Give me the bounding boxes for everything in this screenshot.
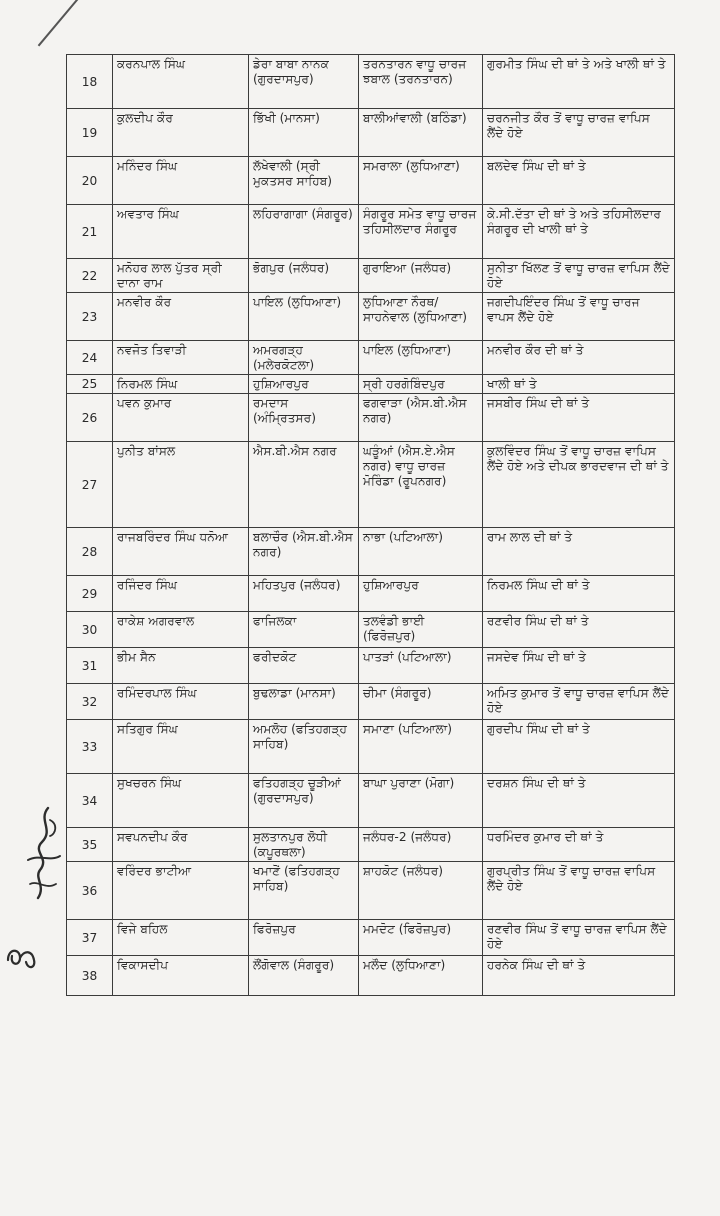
officer-name-cell — [113, 55, 249, 109]
serial-number: 35 — [81, 837, 98, 852]
officer-name: ਵਿਕਾਸਦੀਪ — [117, 958, 169, 972]
remarks-cell — [483, 375, 675, 394]
from-station-cell — [249, 920, 359, 956]
serial-number-cell — [67, 684, 113, 720]
from-station-cell — [249, 828, 359, 862]
to-station: ਗੁਰਾਇਆ (ਜਲੰਧਰ) — [363, 261, 452, 275]
remarks-cell — [483, 528, 675, 576]
remarks-cell — [483, 341, 675, 375]
officer-name-cell — [113, 442, 249, 528]
officer-name: ਮਨਿੰਦਰ ਸਿੰਘ — [117, 159, 178, 173]
from-station: ਭੋਗਪੁਰ (ਜਲੰਧਰ) — [253, 261, 330, 275]
from-station: ਫਰੀਦਕੋਟ — [253, 650, 297, 664]
table-row — [67, 259, 675, 293]
officer-name: ਸਵਪਨਦੀਪ ਕੌਰ — [117, 830, 188, 844]
to-station: ਪਾਤੜਾਂ (ਪਟਿਆਲਾ) — [363, 650, 452, 664]
to-station: ਲੁਧਿਆਣਾ ਨੌਰਥ/ ਸਾਹਨੇਵਾਲ (ਲੁਧਿਆਣਾ) — [363, 295, 467, 324]
serial-number: 20 — [81, 173, 98, 188]
table-row — [67, 109, 675, 157]
officer-name-cell — [113, 394, 249, 442]
serial-number: 26 — [81, 410, 98, 425]
remarks-cell — [483, 576, 675, 612]
officer-name: ਮਨੋਹਰ ਲਾਲ ਪੁੱਤਰ ਸ੍ਰੀ ਦਾਨਾ ਰਾਮ — [117, 261, 222, 290]
officer-name-cell — [113, 109, 249, 157]
to-station-cell — [359, 612, 483, 648]
officer-name: ਰਮਿੰਦਰਪਾਲ ਸਿੰਘ — [117, 686, 197, 700]
from-station-cell — [249, 293, 359, 341]
table-row — [67, 576, 675, 612]
serial-number: 18 — [81, 74, 98, 89]
officer-name: ਅਵਤਾਰ ਸਿੰਘ — [117, 207, 179, 221]
table-row — [67, 528, 675, 576]
officer-name: ਭੀਮ ਸੈਨ — [117, 650, 156, 664]
serial-number-cell — [67, 920, 113, 956]
serial-number-cell — [67, 109, 113, 157]
to-station: ਸ਼ਾਹਕੋਟ (ਜਲੰਧਰ) — [363, 864, 444, 878]
to-station-cell — [359, 375, 483, 394]
remarks: ਦਰਸ਼ਨ ਸਿੰਘ ਦੀ ਥਾਂ ਤੇ — [487, 776, 586, 790]
from-station-cell — [249, 684, 359, 720]
from-station: ਪਾਇਲ (ਲੁਧਿਆਣਾ) — [253, 295, 342, 309]
to-station: ਨਾਭਾ (ਪਟਿਆਲਾ) — [363, 530, 444, 544]
to-station-cell — [359, 528, 483, 576]
table-row — [67, 394, 675, 442]
remarks-cell — [483, 205, 675, 259]
to-station-cell — [359, 259, 483, 293]
table-row — [67, 920, 675, 956]
table-row — [67, 648, 675, 684]
remarks-cell — [483, 612, 675, 648]
from-station-cell — [249, 375, 359, 394]
from-station: ਅਮਲੋਹ (ਫਤਿਹਗੜ੍ਹ ਸਾਹਿਬ) — [253, 722, 347, 751]
officer-name: ਮਨਵੀਰ ਕੌਰ — [117, 295, 172, 309]
remarks: ਨਿਰਮਲ ਸਿੰਘ ਦੀ ਥਾਂ ਤੇ — [487, 578, 590, 592]
remarks: ਬਲਦੇਵ ਸਿੰਘ ਦੀ ਥਾਂ ਤੇ — [487, 159, 586, 173]
serial-number-cell — [67, 612, 113, 648]
from-station-cell — [249, 862, 359, 920]
serial-number: 32 — [81, 694, 98, 709]
to-station: ਜਲੰਧਰ-2 (ਜਲੰਧਰ) — [363, 830, 452, 844]
to-station-cell — [359, 828, 483, 862]
remarks-cell — [483, 684, 675, 720]
remarks: ਮਨਵੀਰ ਕੌਰ ਦੀ ਥਾਂ ਤੇ — [487, 343, 584, 357]
remarks: ਕੁਲਵਿੰਦਰ ਸਿੰਘ ਤੋਂ ਵਾਧੂ ਚਾਰਜ਼ ਵਾਪਿਸ ਲੈਂਦੇ ਹੋਏ ਅਤੇ ਦੀਪਕ ਭਾਰਦਵਾਜ ਦੀ ਥਾਂ ਤੇ — [487, 444, 669, 473]
officer-name-cell — [113, 648, 249, 684]
from-station-cell — [249, 55, 359, 109]
to-station: ਤਲਵੰਡੀ ਭਾਈ (ਫਿਰੋਜ਼ਪੁਰ) — [363, 614, 425, 643]
to-station: ਮਮਦੋਟ (ਫਿਰੋਜ਼ਪੁਰ) — [363, 922, 452, 936]
table-row — [67, 720, 675, 774]
officer-name-cell — [113, 720, 249, 774]
from-station: ਫਿਰੋਜ਼ਪੁਰ — [253, 922, 296, 936]
from-station-cell — [249, 612, 359, 648]
officer-name-cell — [113, 576, 249, 612]
corner-fold-line — [38, 0, 86, 46]
to-station-cell — [359, 293, 483, 341]
remarks-cell — [483, 109, 675, 157]
remarks: ਜਗਦੀਪਇੰਦਰ ਸਿੰਘ ਤੋਂ ਵਾਧੂ ਚਾਰਜ ਵਾਪਸ ਲੈਂਦੇ ਹੋਏ — [487, 295, 640, 324]
officer-name: ਕਰਨਪਾਲ ਸਿੰਘ — [117, 57, 186, 71]
serial-number-cell — [67, 341, 113, 375]
to-station-cell — [359, 648, 483, 684]
serial-number-cell — [67, 375, 113, 394]
serial-number-cell — [67, 576, 113, 612]
from-station: ਡੇਰਾ ਬਾਬਾ ਨਾਨਕ (ਗੁਰਦਾਸਪੁਰ) — [253, 57, 329, 86]
from-station: ਭਿੱਖੀ (ਮਾਨਸਾ) — [253, 111, 320, 125]
from-station: ਲੱਖੇਵਾਲੀ (ਸ੍ਰੀ ਮੁਕਤਸਰ ਸਾਹਿਬ) — [253, 159, 333, 188]
table-row — [67, 375, 675, 394]
officer-name-cell — [113, 341, 249, 375]
from-station: ਬੁਢਲਾਡਾ (ਮਾਨਸਾ) — [253, 686, 336, 700]
from-station-cell — [249, 157, 359, 205]
serial-number-cell — [67, 394, 113, 442]
remarks-cell — [483, 293, 675, 341]
serial-number: 25 — [81, 377, 98, 391]
to-station: ਮਲੌਦ (ਲੁਧਿਆਣਾ) — [363, 958, 446, 972]
serial-number: 30 — [81, 622, 98, 637]
serial-number: 22 — [81, 268, 98, 283]
to-station-cell — [359, 684, 483, 720]
to-station: ਬਾਘਾ ਪੁਰਾਣਾ (ਮੋਗਾ) — [363, 776, 455, 790]
remarks-cell — [483, 442, 675, 528]
remarks-cell — [483, 920, 675, 956]
serial-number: 38 — [81, 968, 98, 983]
officer-name: ਕੁਲਦੀਪ ਕੌਰ — [117, 111, 173, 125]
serial-number: 21 — [81, 224, 98, 239]
to-station: ਹੁਸ਼ਿਆਰਪੁਰ — [363, 578, 419, 592]
from-station: ਖਮਾਣੋਂ (ਫਤਿਹਗੜ੍ਹ ਸਾਹਿਬ) — [253, 864, 340, 893]
officer-name-cell — [113, 684, 249, 720]
from-station-cell — [249, 720, 359, 774]
to-station-cell — [359, 774, 483, 828]
to-station-cell — [359, 720, 483, 774]
to-station-cell — [359, 55, 483, 109]
from-station-cell — [249, 341, 359, 375]
remarks-cell — [483, 259, 675, 293]
to-station-cell — [359, 956, 483, 996]
remarks-cell — [483, 720, 675, 774]
from-station: ਲਹਿਰਾਗਾਗਾ (ਸੰਗਰੂਰ) — [253, 207, 353, 221]
table-row — [67, 293, 675, 341]
serial-number: 27 — [81, 477, 98, 492]
remarks-cell — [483, 774, 675, 828]
from-station-cell — [249, 259, 359, 293]
remarks-cell — [483, 55, 675, 109]
remarks: ਧਰਮਿੰਦਰ ਕੁਮਾਰ ਦੀ ਥਾਂ ਤੇ — [487, 830, 604, 844]
officer-name-cell — [113, 920, 249, 956]
table-row — [67, 612, 675, 648]
table-row — [67, 684, 675, 720]
remarks: ਗੁਰਦੀਪ ਸਿੰਘ ਦੀ ਥਾਂ ਤੇ — [487, 722, 590, 736]
remarks-cell — [483, 157, 675, 205]
from-station-cell — [249, 648, 359, 684]
officer-name: ਰਾਜਬਰਿੰਦਰ ਸਿੰਘ ਧਨੋਆ — [117, 530, 229, 544]
officer-name-cell — [113, 828, 249, 862]
officer-name-cell — [113, 205, 249, 259]
remarks: ਗੁਰਮੀਤ ਸਿੰਘ ਦੀ ਥਾਂ ਤੇ ਅਤੇ ਖਾਲੀ ਥਾਂ ਤੇ — [487, 57, 666, 71]
table-row — [67, 157, 675, 205]
officer-name: ਸਤਿਗੁਰ ਸਿੰਘ — [117, 722, 178, 736]
serial-number-cell — [67, 293, 113, 341]
transfer-table — [66, 54, 675, 996]
officer-name-cell — [113, 774, 249, 828]
table-row — [67, 341, 675, 375]
officer-name-cell — [113, 375, 249, 394]
to-station: ਫਗਵਾੜਾ (ਐਸ.ਬੀ.ਐਸ ਨਗਰ) — [363, 396, 467, 425]
serial-number: 28 — [81, 544, 98, 559]
remarks: ਖਾਲੀ ਥਾਂ ਤੇ — [487, 377, 537, 391]
officer-name: ਪਵਨ ਕੁਮਾਰ — [117, 396, 172, 410]
from-station: ਐਸ.ਬੀ.ਐਸ ਨਗਰ — [253, 444, 337, 458]
from-station-cell — [249, 394, 359, 442]
to-station: ਸਮਰਾਲਾ (ਲੁਧਿਆਣਾ) — [363, 159, 460, 173]
from-station: ਮਹਿਤਪੁਰ (ਜਲੰਧਰ) — [253, 578, 341, 592]
serial-number: 19 — [81, 125, 98, 140]
from-station: ਲੌਂਗੋਵਾਲ (ਸੰਗਰੂਰ) — [253, 958, 335, 972]
from-station: ਹੁਸ਼ਿਆਰਪੁਰ — [253, 377, 309, 391]
serial-number: 33 — [81, 739, 98, 754]
from-station: ਫਤਿਹਗੜ੍ਹ ਚੂੜੀਆਂ (ਗੁਰਦਾਸਪੁਰ) — [253, 776, 342, 805]
from-station: ਬਲਾਚੌਰ (ਐਸ.ਬੀ.ਐਸ ਨਗਰ) — [253, 530, 353, 559]
from-station-cell — [249, 205, 359, 259]
to-station: ਸੰਗਰੂਰ ਸਮੇਤ ਵਾਧੂ ਚਾਰਜ ਤਹਿਸੀਲਦਾਰ ਸੰਗਰੂਰ — [363, 207, 477, 236]
table-row — [67, 774, 675, 828]
table-row — [67, 55, 675, 109]
serial-number-cell — [67, 956, 113, 996]
to-station: ਚੀਮਾ (ਸੰਗਰੂਰ) — [363, 686, 432, 700]
remarks: ਸੁਨੀਤਾ ਖਿੱਲਣ ਤੋਂ ਵਾਧੂ ਚਾਰਜ਼ ਵਾਪਿਸ ਲੈਂਦੇ ਹੋਏ — [487, 261, 670, 290]
officer-name-cell — [113, 612, 249, 648]
to-station: ਪਾਇਲ (ਲੁਧਿਆਣਾ) — [363, 343, 452, 357]
from-station-cell — [249, 442, 359, 528]
officer-name-cell — [113, 956, 249, 996]
remarks: ਰਾਮ ਲਾਲ ਦੀ ਥਾਂ ਤੇ — [487, 530, 573, 544]
remarks: ਜਸਦੇਵ ਸਿੰਘ ਦੀ ਥਾਂ ਤੇ — [487, 650, 587, 664]
remarks: ਗੁਰਪ੍ਰੀਤ ਸਿੰਘ ਤੋਂ ਵਾਧੂ ਚਾਰਜ਼ ਵਾਪਿਸ ਲੈਂਦੇ ਹੋਏ — [487, 864, 656, 893]
remarks: ਚਰਨਜੀਤ ਕੌਰ ਤੋਂ ਵਾਧੂ ਚਾਰਜ਼ ਵਾਪਿਸ ਲੈਂਦੇ ਹੋਏ — [487, 111, 650, 140]
handwritten-signature-icon — [20, 800, 68, 910]
to-station-cell — [359, 862, 483, 920]
from-station: ਅਮਰਗੜ੍ਹ (ਮਲੇਰਕੋਟਲਾ) — [253, 343, 315, 372]
to-station-cell — [359, 920, 483, 956]
remarks-cell — [483, 394, 675, 442]
serial-number-cell — [67, 774, 113, 828]
serial-number-cell — [67, 862, 113, 920]
to-station: ਸ੍ਰੀ ਹਰਗੋਬਿੰਦਪੁਰ — [363, 377, 445, 391]
to-station-cell — [359, 394, 483, 442]
officer-name: ਪੁਨੀਤ ਬਾਂਸਲ — [117, 444, 176, 458]
officer-name: ਨਵਜੋਤ ਤਿਵਾੜੀ — [117, 343, 187, 357]
officer-name-cell — [113, 293, 249, 341]
serial-number-cell — [67, 720, 113, 774]
remarks: ਕੇ.ਸੀ.ਦੱਤਾ ਦੀ ਥਾਂ ਤੇ ਅਤੇ ਤਹਿਸੀਲਦਾਰ ਸੰਗਰੂਰ ਦੀ ਖਾਲੀ ਥਾਂ ਤੇ — [487, 207, 661, 236]
officer-name: ਸੁਖਚਰਨ ਸਿੰਘ — [117, 776, 182, 790]
table-row — [67, 956, 675, 996]
from-station-cell — [249, 528, 359, 576]
to-station: ਬਾਲੀਆਂਵਾਲੀ (ਬਠਿੰਡਾ) — [363, 111, 467, 125]
serial-number: 23 — [81, 309, 98, 324]
serial-number-cell — [67, 157, 113, 205]
from-station: ਫਾਜਿਲਕਾ — [253, 614, 297, 628]
officer-name: ਵਰਿੰਦਰ ਭਾਟੀਆ — [117, 864, 192, 878]
serial-number: 31 — [81, 658, 98, 673]
officer-name: ਨਿਰਮਲ ਸਿੰਘ — [117, 377, 178, 391]
officer-name-cell — [113, 528, 249, 576]
serial-number: 34 — [81, 793, 98, 808]
to-station-cell — [359, 109, 483, 157]
serial-number-cell — [67, 442, 113, 528]
to-station-cell — [359, 157, 483, 205]
officer-name: ਰਜਿੰਦਰ ਸਿੰਘ — [117, 578, 178, 592]
remarks-cell — [483, 956, 675, 996]
to-station: ਤਰਨਤਾਰਨ ਵਾਧੂ ਚਾਰਜ ਝਬਾਲ (ਤਰਨਤਾਰਨ) — [363, 57, 467, 86]
officer-name: ਵਿਜੇ ਬਹਿਲ — [117, 922, 168, 936]
officer-name: ਰਾਕੇਸ਼ ਅਗਰਵਾਲ — [117, 614, 195, 628]
officer-name-cell — [113, 862, 249, 920]
table-row — [67, 862, 675, 920]
serial-number-cell — [67, 55, 113, 109]
table-row — [67, 828, 675, 862]
remarks: ਰਣਵੀਰ ਸਿੰਘ ਤੋਂ ਵਾਧੂ ਚਾਰਜ਼ ਵਾਪਿਸ ਲੈਂਦੇ ਹੋਏ — [487, 922, 667, 951]
to-station: ਸਮਾਣਾ (ਪਟਿਆਲਾ) — [363, 722, 453, 736]
officer-name-cell — [113, 259, 249, 293]
to-station-cell — [359, 341, 483, 375]
remarks-cell — [483, 862, 675, 920]
serial-number: 29 — [81, 586, 98, 601]
officer-name-cell — [113, 157, 249, 205]
to-station-cell — [359, 442, 483, 528]
transfer-table-body — [67, 55, 675, 996]
remarks-cell — [483, 648, 675, 684]
serial-number-cell — [67, 205, 113, 259]
serial-number-cell — [67, 259, 113, 293]
serial-number-cell — [67, 648, 113, 684]
to-station-cell — [359, 576, 483, 612]
remarks: ਹਰਨੇਕ ਸਿੰਘ ਦੀ ਥਾਂ ਤੇ — [487, 958, 586, 972]
from-station-cell — [249, 774, 359, 828]
table-row — [67, 205, 675, 259]
remarks-cell — [483, 828, 675, 862]
from-station-cell — [249, 956, 359, 996]
from-station: ਰਮਦਾਸ (ਅੰਮ੍ਰਿਤਸਰ) — [253, 396, 316, 425]
serial-number: 37 — [81, 930, 98, 945]
serial-number-cell — [67, 828, 113, 862]
table-row — [67, 442, 675, 528]
serial-number-cell — [67, 528, 113, 576]
remarks: ਅਮਿਤ ਕੁਮਾਰ ਤੋਂ ਵਾਧੂ ਚਾਰਜ਼ ਵਾਪਿਸ ਲੈਂਦੇ ਹੋਏ — [487, 686, 669, 715]
to-station: ਘੜੂੰਆਂ (ਐਸ.ਏ.ਐਸ ਨਗਰ) ਵਾਧੂ ਚਾਰਜ਼ ਮੋਰਿੰਡਾ (ਰੂਪਨਗਰ) — [363, 444, 455, 488]
remarks: ਜਸਬੀਰ ਸਿੰਘ ਦੀ ਥਾਂ ਤੇ — [487, 396, 590, 410]
to-station-cell — [359, 205, 483, 259]
from-station-cell — [249, 576, 359, 612]
handwritten-mark-icon — [2, 940, 42, 974]
serial-number: 36 — [81, 883, 98, 898]
serial-number: 24 — [81, 350, 98, 365]
from-station-cell — [249, 109, 359, 157]
from-station: ਸੁਲਤਾਨਪੁਰ ਲੋਧੀ (ਕਪੂਰਥਲਾ) — [253, 830, 328, 859]
remarks: ਰਣਵੀਰ ਸਿੰਘ ਦੀ ਥਾਂ ਤੇ — [487, 614, 589, 628]
